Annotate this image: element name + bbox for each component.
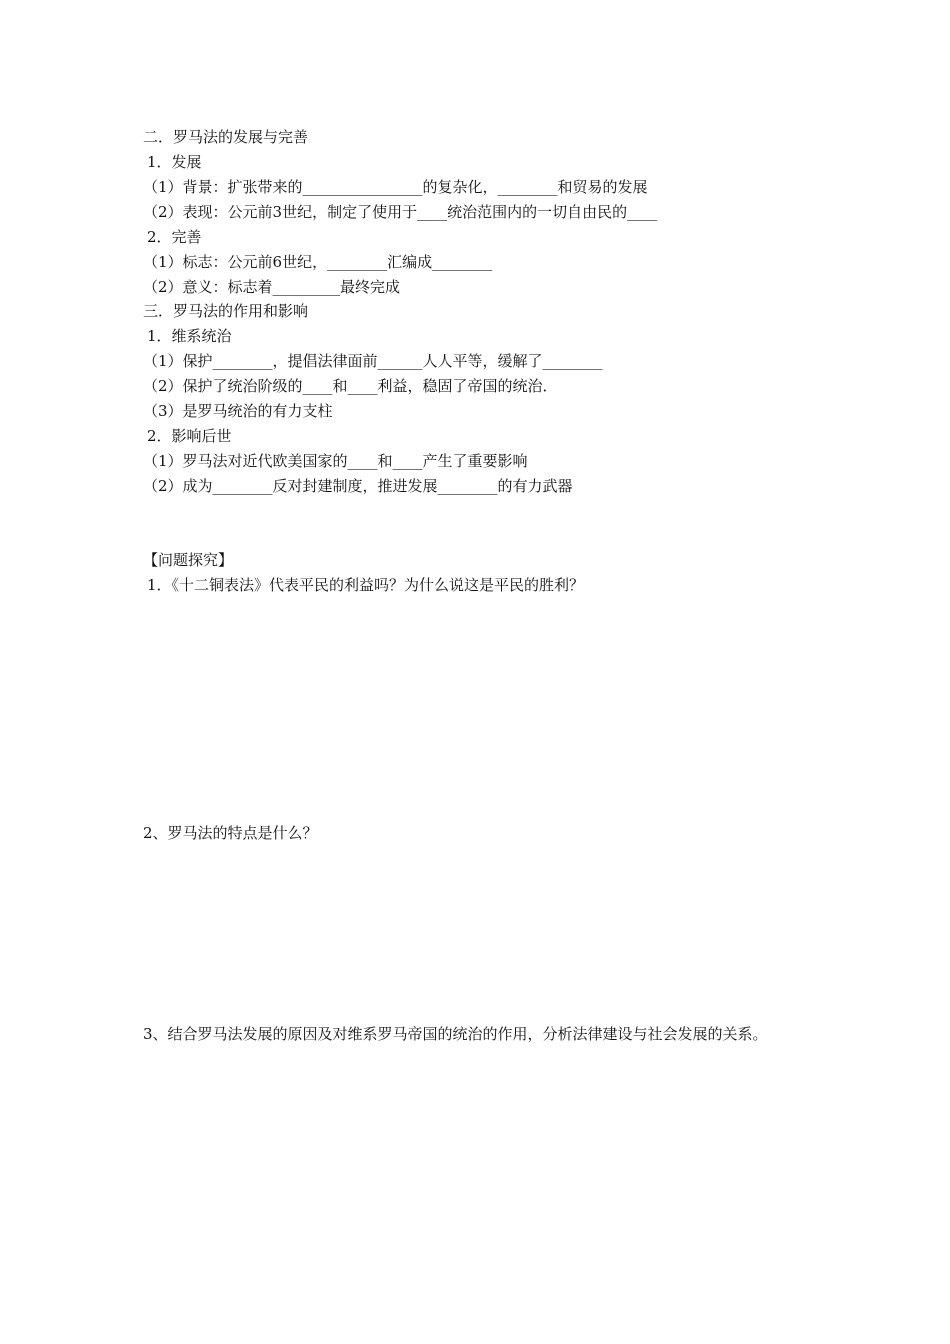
- maintain-rule-item-3: （3）是罗马统治的有力支柱: [143, 402, 333, 420]
- perfection-significance: （2）意义：标志着_________最终完成: [143, 278, 401, 296]
- influence-item-1: （1）罗马法对近代欧美国家的____和____产生了重要影响: [143, 452, 528, 470]
- maintain-rule-item-2: （2）保护了统治阶级的____和____利益，稳固了帝国的统治．: [143, 377, 558, 395]
- development-manifestation: （2）表现：公元前3世纪，制定了使用于____统治范围内的一切自由民的____: [143, 203, 658, 221]
- subsection-perfection: 2．完善: [147, 228, 202, 246]
- development-background: （1）背景：扩张带来的________________的复杂化，________和贸易的发展: [143, 178, 648, 196]
- subsection-development: 1．发展: [147, 153, 202, 171]
- inquiry-question-2: 2、罗马法的特点是什么？: [143, 824, 318, 842]
- section-two-title: 二．罗马法的发展与完善: [143, 128, 309, 146]
- influence-item-2: （2）成为________反对封建制度，推进发展________的有力武器: [143, 477, 573, 495]
- maintain-rule-item-1: （1）保护________，提倡法律面前______人人平等，缓解了________: [143, 352, 603, 370]
- inquiry-question-1: 1．《十二铜表法》代表平民的利益吗？为什么说这是平民的胜利？: [147, 576, 585, 594]
- perfection-mark: （1）标志：公元前6世纪，________汇编成________: [143, 253, 493, 271]
- inquiry-question-3: 3、结合罗马法发展的原因及对维系罗马帝国的统治的作用，分析法律建设与社会发展的关系。: [143, 1025, 768, 1043]
- inquiry-title: 【问题探究】: [143, 551, 234, 569]
- section-three-title: 三．罗马法的作用和影响: [143, 302, 309, 320]
- subsection-maintain-rule: 1．维系统治: [147, 327, 232, 345]
- subsection-influence: 2．影响后世: [147, 427, 232, 445]
